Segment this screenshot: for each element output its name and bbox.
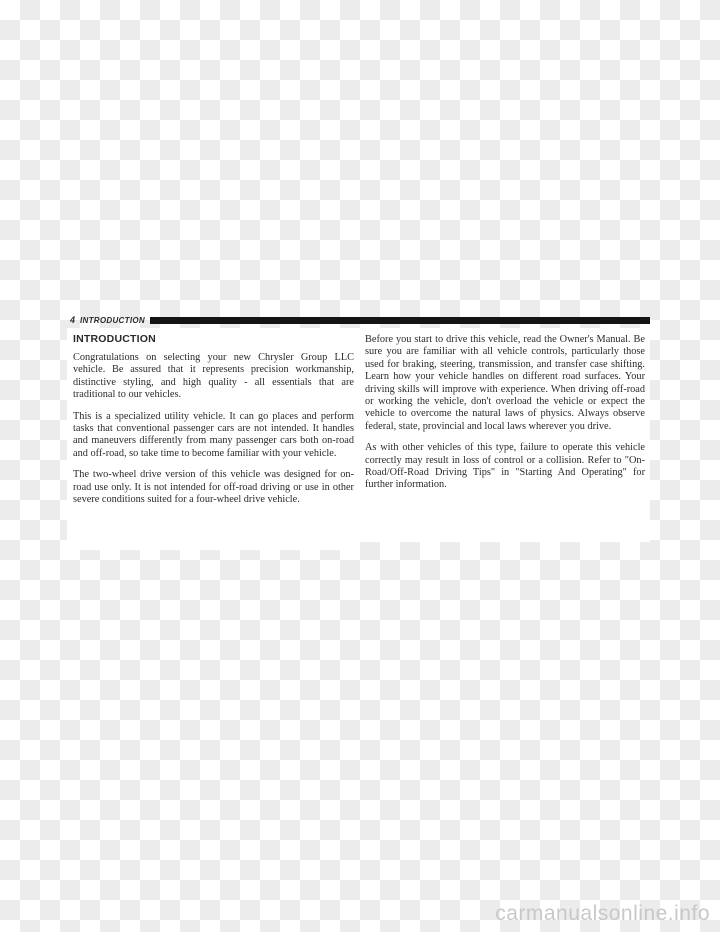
paragraph-congratulations: Congratulations on selecting your new Chrysler Group LLC vehicle. Be assured that it represents precision workmanship, distinctive styling, and high quality - all essentials that are traditional to our vehicles. xyxy=(73,352,354,401)
paragraph-two-wheel-drive: The two-wheel drive version of this vehicle was designed for on-road use only. It is not intended for off-road driving or use in other severe conditions suited for a four-wheel drive vehicle. xyxy=(73,469,354,506)
watermark-text: carmanualsonline.info xyxy=(495,902,710,925)
paragraph-before-driving: Before you start to drive this vehicle, read the Owner's Manual. Be sure you are familiar with all vehicle controls, particularly those used for braking, steering, transmission, and transfer case shifting. Learn how your vehicle handles on different road surfaces. Your driving skills will improve with experience. When driving off-road or working the vehicle, don't overload the vehicle or expect the vehicle to overcome the natural laws of physics. Always observe federal, state, provincial and local laws wherever you drive. xyxy=(365,334,645,432)
header-rule xyxy=(150,317,650,324)
paragraph-utility-vehicle: This is a specialized utility vehicle. It can go places and perform tasks that conventional passenger cars are not intended. It handles and maneuvers differently from many passenger cars both on-road and off-road, so take time to become familiar with your vehicle. xyxy=(73,410,354,459)
page-number: 4 xyxy=(70,315,76,325)
right-column xyxy=(360,328,650,542)
section-title: INTRODUCTION xyxy=(73,333,156,345)
section-tag: INTRODUCTION xyxy=(80,315,145,325)
page-header xyxy=(70,314,650,326)
left-column xyxy=(67,328,360,550)
paragraph-loss-of-control: As with other vehicles of this type, failure to operate this vehicle correctly may result in loss of control or a collision. Refer to "On-Road/Off-Road Driving Tips" in "Starting And Operating" for further information. xyxy=(365,442,645,491)
